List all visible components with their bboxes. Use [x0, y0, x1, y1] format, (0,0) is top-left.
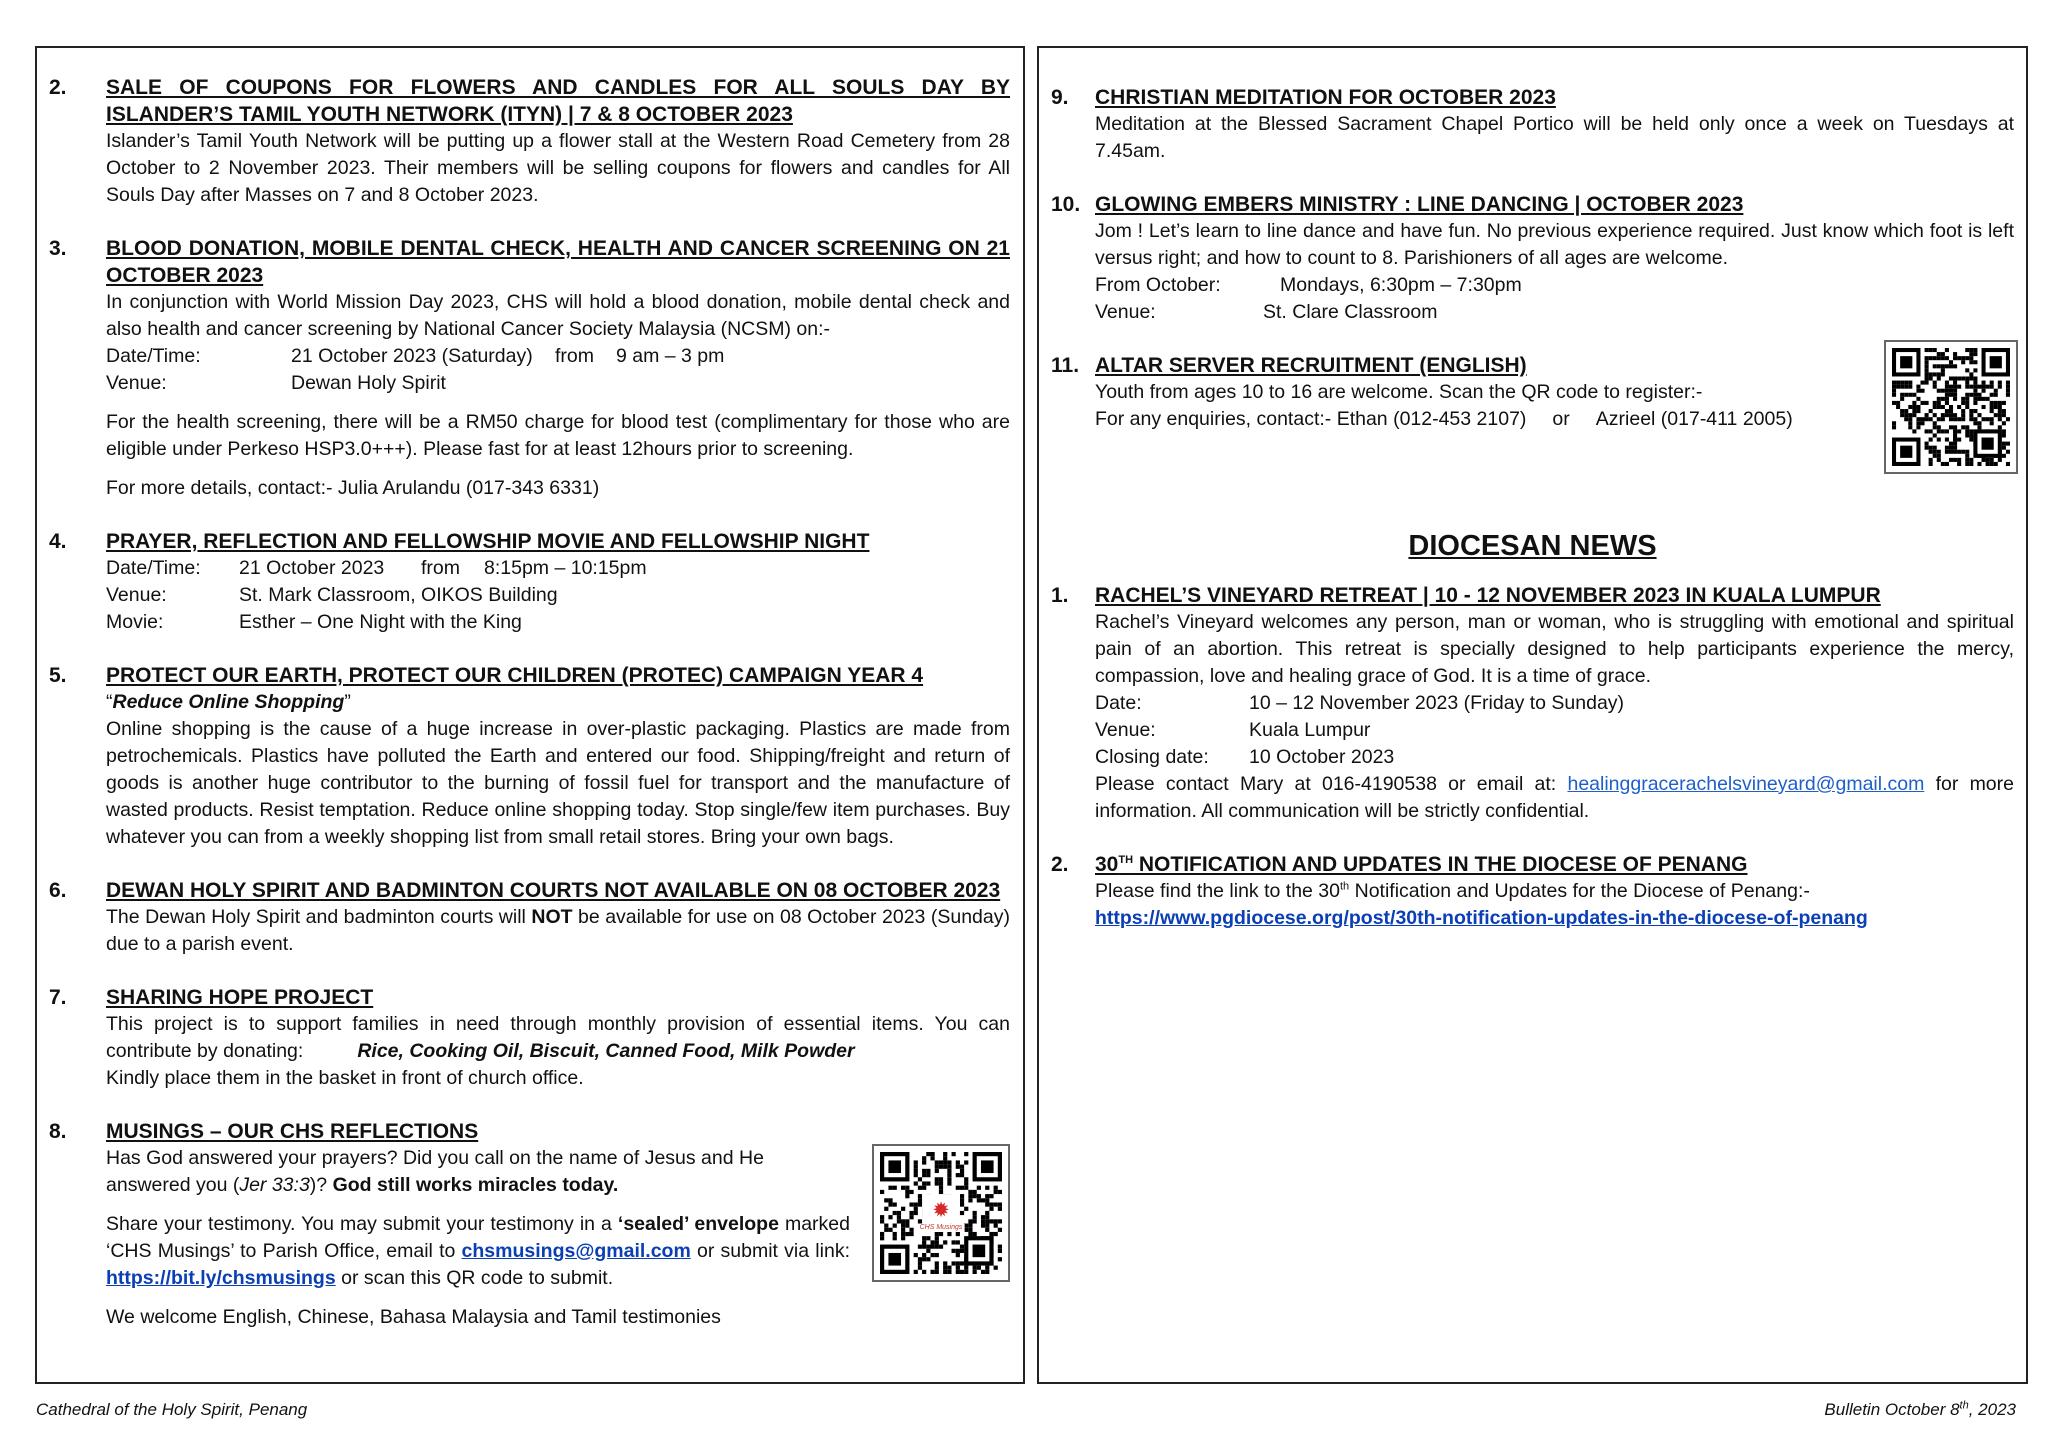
svg-text:✹: ✹ — [932, 1199, 950, 1223]
venue-row — [1095, 299, 2014, 326]
section-number: 4. — [49, 530, 67, 553]
section-number: 9. — [1051, 86, 1069, 109]
altar-qr-code[interactable] — [1884, 340, 2018, 474]
date-from: from — [555, 345, 594, 367]
date-value: 21 October 2023 — [239, 557, 385, 579]
date-from: from — [421, 557, 460, 579]
section-title: DEWAN HOLY SPIRIT AND BADMINTON COURTS NOT AVAILABLE ON 08 OCTOBER 2023 — [106, 879, 1001, 902]
musings-bitly-link[interactable]: https://bit.ly/chsmusings — [106, 1267, 336, 1289]
section-title: ALTAR SERVER RECRUITMENT (ENGLISH) — [1095, 354, 1527, 377]
date-label: Date: — [1095, 692, 1142, 714]
date-label: Date/Time: — [106, 345, 201, 367]
contact-details: For more details, contact:- Julia Arulandu (017-343 6331) — [106, 477, 600, 499]
section-number: 8. — [49, 1120, 67, 1143]
venue-label: Venue: — [1095, 719, 1156, 741]
venue-label: Venue: — [1095, 301, 1156, 323]
section-body: Youth from ages 10 to 16 are welcome. Scan the QR code to register:- — [1095, 381, 1703, 403]
section-number: 7. — [49, 986, 67, 1009]
section-sharing-hope — [49, 984, 1010, 1092]
section-blood-donation — [49, 235, 1010, 502]
vineyard-contact: Please contact Mary at 016-4190538 or email at: healinggracerachelsvineyard@gmail.com for more information. All communication will be strictly confidential. — [1095, 773, 2014, 822]
section-musings — [49, 1118, 1010, 1331]
venue-row — [106, 582, 1010, 609]
section-title: CHRISTIAN MEDITATION FOR OCTOBER 2023 — [1095, 86, 1556, 109]
section-body: Online shopping is the cause of a huge increase in over-plastic packaging. Plastics are made from petrochemicals. Plastics have polluted the Earth and entered our food. Shipping/freight and return of goods is another huge contributor to the burning of fossil fuel for transport and the manufacture of wasted products. Resist temptation. Reduce online shopping today. Stop single/few item purchases. Buy whatever you can from a weekly shopping list from small retail stores. Bring your own bags. — [106, 718, 1010, 848]
section-body: Rachel’s Vineyard welcomes any person, man or woman, who is struggling with emotional and spiritual pain of an abortion. This retreat is specially designed to help participants experience the mercy, compassion, love and healing grace of God. It is a time of grace. — [1095, 611, 2014, 687]
section-number: 10. — [1051, 193, 1081, 216]
section-fellowship-night — [49, 528, 1010, 636]
diocese-notification-link[interactable]: https://www.pgdiocese.org/post/30th-notification-updates-in-the-diocese-of-penang — [1095, 907, 1868, 929]
date-time: 9 am – 3 pm — [616, 345, 725, 367]
section-protec-campaign — [49, 662, 1010, 851]
section-body: In conjunction with World Mission Day 2023, CHS will hold a blood donation, mobile dental check and also health and cancer screening by National Cancer Society Malaysia (NCSM) on:- — [106, 291, 1010, 340]
date-row — [1095, 690, 2014, 717]
section-title: BLOOD DONATION, MOBILE DENTAL CHECK, HEALTH AND CANCER SCREENING ON 21 OCTOBER 2023 — [106, 237, 1010, 287]
section-number: 2. — [49, 76, 67, 99]
musings-submission: Share your testimony. You may submit your testimony in a ‘sealed’ envelope marked ‘CHS Musings’ to Parish Office, email to chsmusings@gmail.com or submit via link: https://bit.ly/chsmusings or scan this QR code to submit. — [106, 1213, 850, 1289]
left-column — [35, 46, 1025, 1384]
section-number: 11. — [1051, 354, 1080, 377]
section-body: This project is to support families in need through monthly provision of essential items. You can contribute by donating: Rice, Cooking Oil, Biscuit, Canned Food, Milk Powder — [106, 1013, 1010, 1062]
venue-value: Kuala Lumpur — [1249, 719, 1371, 741]
schedule-value: Mondays, 6:30pm – 7:30pm — [1280, 274, 1522, 296]
date-time: 8:15pm – 10:15pm — [484, 557, 647, 579]
diocesan-news-heading: DIOCESAN NEWS — [1408, 530, 1657, 562]
date-row — [106, 343, 1010, 370]
section-body: Meditation at the Blessed Sacrament Chapel Portico will be held only once a week on Tuesdays at 7.45am. — [1095, 113, 2014, 162]
vineyard-email-link[interactable]: healinggracerachelsvineyard@gmail.com — [1567, 773, 1925, 795]
footer-parish-name: Cathedral of the Holy Spirit, Penang — [36, 1400, 308, 1419]
section-title: MUSINGS – OUR CHS REFLECTIONS — [106, 1120, 479, 1143]
section-body: The Dewan Holy Spirit and badminton courts will NOT be available for use on 08 October 2023 (Sunday) due to a parish event. — [106, 906, 1010, 955]
qr-code-image — [880, 1152, 1002, 1274]
right-column — [1037, 46, 2028, 1384]
closing-value: 10 October 2023 — [1249, 746, 1395, 768]
venue-value: St. Mark Classroom, OIKOS Building — [239, 584, 558, 606]
section-title: SHARING HOPE PROJECT — [106, 986, 374, 1009]
qr-code-image — [1892, 348, 2010, 466]
section-title: PROTECT OUR EARTH, PROTECT OUR CHILDREN (PROTEC) CAMPAIGN YEAR 4 — [106, 664, 924, 687]
closing-row — [1095, 744, 2014, 771]
section-number: 6. — [49, 879, 67, 902]
schedule-label: From October: — [1095, 274, 1221, 296]
section-rachels-vineyard — [1051, 582, 2014, 825]
section-christian-meditation — [1051, 84, 2014, 165]
date-row — [106, 555, 1010, 582]
musings-qr-code[interactable] — [872, 1144, 1010, 1282]
section-altar-server — [1051, 352, 2014, 433]
section-body: Jom ! Let’s learn to line dance and have fun. No previous experience required. Just know which foot is left versus right; and how to count to 8. Parishioners of all ages are welcome. — [1095, 220, 2014, 269]
donation-items: Rice, Cooking Oil, Biscuit, Canned Food, Milk Powder — [357, 1040, 855, 1062]
section-diocese-notification — [1051, 851, 2014, 932]
section-body: Islander’s Tamil Youth Network will be putting up a flower stall at the Western Road Cemetery from 28 October to 2 November 2023. Their members will be selling coupons for flowers and candles for All Souls Day after Masses on 7 and 8 October 2023. — [106, 130, 1010, 206]
qr-logo-label: CHS Musings — [919, 1223, 963, 1231]
section-title: 30TH NOTIFICATION AND UPDATES IN THE DIOCESE OF PENANG — [1095, 853, 1748, 876]
footer-bulletin-date: Bulletin October 8th, 2023 — [1824, 1399, 2016, 1419]
section-title: RACHEL’S VINEYARD RETREAT | 10 - 12 NOVEMBER 2023 IN KUALA LUMPUR — [1095, 584, 1881, 607]
movie-value: Esther – One Night with the King — [239, 611, 522, 633]
venue-value: St. Clare Classroom — [1263, 301, 1438, 323]
section-number: 1. — [1051, 584, 1069, 607]
section-title: SALE OF COUPONS FOR FLOWERS AND CANDLES FOR ALL SOULS DAY BY ISLANDER’S TAMIL YOUTH NETWORK (ITYN) | 7 & 8 OCTOBER 2023 — [106, 76, 1010, 126]
venue-label: Venue: — [106, 372, 167, 394]
movie-label: Movie: — [106, 611, 164, 633]
closing-label: Closing date: — [1095, 746, 1209, 768]
venue-row — [1095, 717, 2014, 744]
section-title: GLOWING EMBERS MINISTRY : LINE DANCING | OCTOBER 2023 — [1095, 193, 1744, 216]
date-label: Date/Time: — [106, 557, 201, 579]
venue-row — [106, 370, 1010, 397]
screening-note: For the health screening, there will be a RM50 charge for blood test (complimentary for those who are eligible under Perkeso HSP3.0+++). Please fast for at least 12hours prior to screening. — [106, 411, 1010, 460]
section-number: 2. — [1051, 853, 1069, 876]
venue-value: Dewan Holy Spirit — [291, 372, 446, 394]
schedule-row — [1095, 272, 2014, 299]
donation-note: Kindly place them in the basket in front of church office. — [106, 1067, 584, 1089]
campaign-slogan: “Reduce Online Shopping” — [106, 691, 351, 713]
musings-email-link[interactable]: chsmusings@gmail.com — [461, 1240, 691, 1262]
section-line-dancing — [1051, 191, 2014, 326]
musings-intro: Has God answered your prayers? Did you call on the name of Jesus and He answered you (Jer 33:3)? God still works miracles today. — [106, 1147, 764, 1196]
section-title: PRAYER, REFLECTION AND FELLOWSHIP MOVIE AND FELLOWSHIP NIGHT — [106, 530, 870, 553]
altar-contact: For any enquiries, contact:- Ethan (012-453 2107) or Azrieel (017-411 2005) — [1095, 408, 1793, 430]
section-itn-coupons — [49, 74, 1010, 209]
section-number: 5. — [49, 664, 67, 687]
section-number: 3. — [49, 237, 67, 260]
musings-languages: We welcome English, Chinese, Bahasa Malaysia and Tamil testimonies — [106, 1306, 721, 1328]
section-dewan-closure — [49, 877, 1010, 958]
movie-row — [106, 609, 1010, 636]
date-value: 10 – 12 November 2023 (Friday to Sunday) — [1249, 692, 1625, 714]
date-value: 21 October 2023 (Saturday) — [291, 345, 533, 367]
section-body: Please find the link to the 30th Notification and Updates for the Diocese of Penang:- — [1095, 880, 1810, 902]
venue-label: Venue: — [106, 584, 167, 606]
